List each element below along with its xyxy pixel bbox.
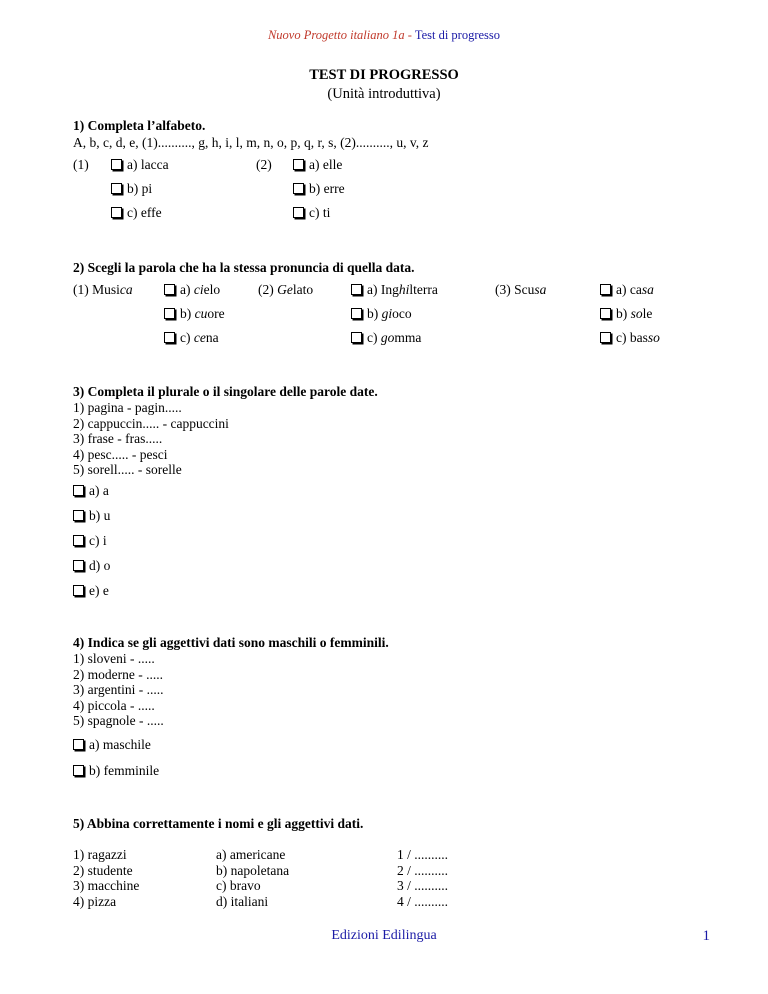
q3-lines bbox=[73, 400, 229, 478]
q5-answer-blank[interactable]: 1 / .......... bbox=[397, 847, 449, 862]
q1-g2-opt-b[interactable]: b) erre bbox=[293, 181, 345, 197]
page-subtitle: (Unità introduttiva) bbox=[327, 86, 441, 102]
q2-g1-word: (1) Musica bbox=[73, 282, 133, 297]
checkbox-icon[interactable] bbox=[111, 207, 122, 218]
q2-heading: 2) Scegli la parola che ha la stessa pronuncia di quella data. bbox=[73, 260, 415, 275]
checkbox-icon[interactable] bbox=[351, 308, 362, 319]
q4-line: 1) sloveni - ..... bbox=[73, 651, 155, 666]
q1-g1-num: (1) bbox=[73, 157, 89, 172]
q3-line: 3) frase - fras..... bbox=[73, 431, 163, 446]
q5-adjective: a) americane bbox=[216, 847, 286, 862]
q2-g3-word: (3) Scusa bbox=[495, 282, 547, 297]
q5-answers bbox=[397, 847, 448, 909]
checkbox-icon[interactable] bbox=[73, 485, 84, 496]
q5-noun: 1) ragazzi bbox=[73, 847, 127, 862]
q2-g1-opt-a[interactable]: a) cielo bbox=[164, 282, 220, 298]
checkbox-icon[interactable] bbox=[73, 585, 84, 596]
q1-g1-opt-c[interactable]: c) effe bbox=[111, 205, 162, 221]
publisher-footer: Edizioni Edilingua bbox=[331, 928, 437, 943]
q5-noun: 4) pizza bbox=[73, 893, 117, 909]
q1-heading: 1) Completa l’alfabeto. bbox=[73, 118, 206, 133]
checkbox-icon[interactable] bbox=[164, 284, 175, 295]
q5-adjective: c) bravo bbox=[216, 878, 261, 893]
checkbox-icon[interactable] bbox=[293, 207, 304, 218]
q5-answer-blank[interactable]: 2 / .......... bbox=[397, 862, 449, 878]
q5-adjective: d) italiani bbox=[216, 893, 269, 909]
page-header bbox=[0, 28, 768, 43]
checkbox-icon[interactable] bbox=[73, 560, 84, 571]
q3-opt-b[interactable]: b) u bbox=[73, 508, 110, 524]
q4-line: 2) moderne - ..... bbox=[73, 666, 163, 682]
header-test-name: Test di progresso bbox=[414, 28, 501, 42]
checkbox-icon[interactable] bbox=[111, 159, 122, 170]
q4-opt-b[interactable]: b) femminile bbox=[73, 763, 159, 779]
q3-line: 1) pagina - pagin..... bbox=[73, 400, 182, 415]
q3-opt-a[interactable]: a) a bbox=[73, 483, 109, 499]
q2-g1-opt-c[interactable]: c) cena bbox=[164, 330, 219, 346]
q5-noun: 3) macchine bbox=[73, 878, 140, 893]
q3-line: 4) pesc..... - pesci bbox=[73, 446, 168, 462]
q5-nouns bbox=[73, 847, 139, 909]
q2-g1-opt-b[interactable]: b) cuore bbox=[164, 306, 225, 322]
checkbox-icon[interactable] bbox=[600, 284, 611, 295]
checkbox-icon[interactable] bbox=[73, 765, 84, 776]
page-title: TEST DI PROGRESSO bbox=[309, 67, 459, 83]
checkbox-icon[interactable] bbox=[293, 183, 304, 194]
checkbox-icon[interactable] bbox=[293, 159, 304, 170]
q1-g1-opt-b[interactable]: b) pi bbox=[111, 181, 152, 197]
q2-g2-word: (2) Gelato bbox=[258, 282, 314, 297]
q2-g3-opt-c[interactable]: c) basso bbox=[600, 330, 660, 346]
q1-g2-num: (2) bbox=[256, 157, 272, 172]
header-separator: - bbox=[404, 28, 415, 42]
q4-opt-a[interactable]: a) maschile bbox=[73, 737, 151, 753]
q3-line: 5) sorell..... - sorelle bbox=[73, 462, 182, 477]
q2-g3-opt-a[interactable]: a) casa bbox=[600, 282, 654, 298]
q4-line: 5) spagnole - ..... bbox=[73, 713, 164, 728]
q4-line: 3) argentini - ..... bbox=[73, 682, 164, 697]
q1-g1-opt-a[interactable]: a) lacca bbox=[111, 157, 169, 173]
q5-answer-blank[interactable]: 3 / .......... bbox=[397, 878, 449, 893]
q1-g2-opt-c[interactable]: c) ti bbox=[293, 205, 330, 221]
q2-g3-opt-b[interactable]: b) sole bbox=[600, 306, 652, 322]
q1-alphabet: A, b, c, d, e, (1).........., g, h, i, l, m, n, o, p, q, r, s, (2).........., u, v, z bbox=[73, 135, 429, 150]
q2-g2-opt-c[interactable]: c) gomma bbox=[351, 330, 421, 346]
checkbox-icon[interactable] bbox=[164, 332, 175, 343]
q5-adjective: b) napoletana bbox=[216, 862, 290, 878]
checkbox-icon[interactable] bbox=[73, 739, 84, 750]
q3-line: 2) cappuccin..... - cappuccini bbox=[73, 415, 229, 431]
q4-line: 4) piccola - ..... bbox=[73, 697, 155, 713]
checkbox-icon[interactable] bbox=[111, 183, 122, 194]
q3-heading: 3) Completa il plurale o il singolare delle parole date. bbox=[73, 384, 378, 399]
header-book-title: Nuovo Progetto italiano 1a bbox=[267, 28, 405, 42]
q5-heading: 5) Abbina correttamente i nomi e gli aggettivi dati. bbox=[73, 816, 364, 831]
q2-g2-opt-a[interactable]: a) Inghilterra bbox=[351, 282, 438, 298]
q3-opt-c[interactable]: c) i bbox=[73, 533, 107, 549]
q5-answer-blank[interactable]: 4 / .......... bbox=[397, 893, 449, 909]
q3-opt-d[interactable]: d) o bbox=[73, 558, 110, 574]
checkbox-icon[interactable] bbox=[164, 308, 175, 319]
q5-adjectives bbox=[216, 847, 289, 909]
q4-lines bbox=[73, 651, 164, 729]
checkbox-icon[interactable] bbox=[73, 510, 84, 521]
q5-noun: 2) studente bbox=[73, 862, 133, 878]
checkbox-icon[interactable] bbox=[73, 535, 84, 546]
checkbox-icon[interactable] bbox=[600, 332, 611, 343]
q3-opt-e[interactable]: e) e bbox=[73, 583, 109, 599]
checkbox-icon[interactable] bbox=[351, 332, 362, 343]
page-number: 1 bbox=[702, 928, 710, 944]
q1-g2-opt-a[interactable]: a) elle bbox=[293, 157, 342, 173]
q4-heading: 4) Indica se gli aggettivi dati sono maschili o femminili. bbox=[73, 635, 389, 650]
checkbox-icon[interactable] bbox=[600, 308, 611, 319]
checkbox-icon[interactable] bbox=[351, 284, 362, 295]
q2-g2-opt-b[interactable]: b) gioco bbox=[351, 306, 412, 322]
